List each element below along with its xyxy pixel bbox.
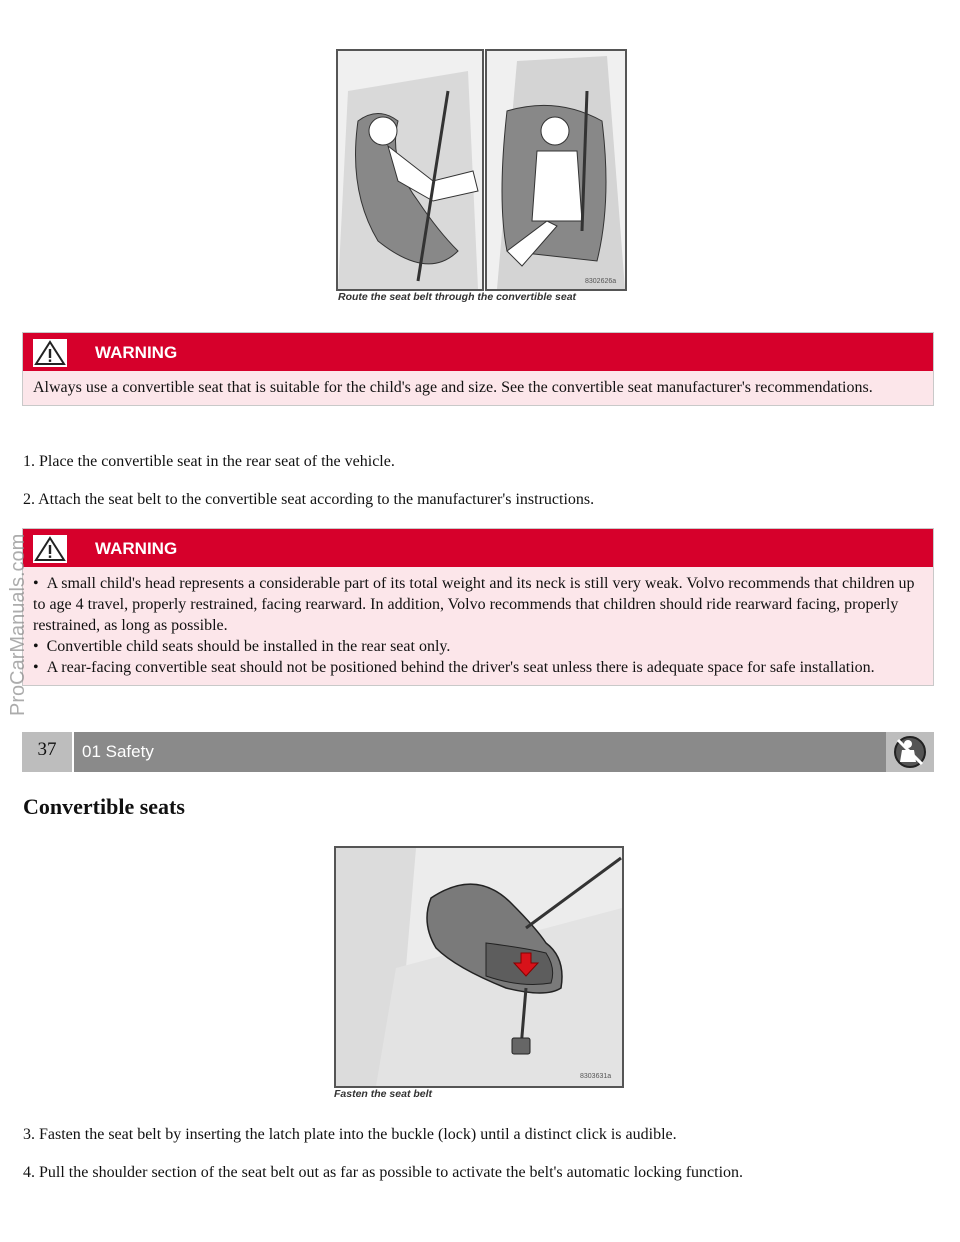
step-2: 2. Attach the seat belt to the convertible seat according to the manufacturer's instructions. bbox=[23, 491, 595, 508]
svg-text:ProCarManuals.com: ProCarManuals.com bbox=[7, 533, 29, 716]
figure-caption: Fasten the seat belt bbox=[334, 1088, 433, 1100]
warning-title: WARNING bbox=[95, 539, 178, 558]
section-bar bbox=[22, 732, 934, 772]
warning-bullets bbox=[23, 567, 933, 685]
warning-triangle-icon bbox=[33, 535, 67, 563]
warning-box bbox=[22, 332, 934, 406]
figure-code: 8302626a bbox=[585, 278, 617, 285]
figure-caption: Route the seat belt through the convertible seat bbox=[338, 291, 577, 303]
watermark bbox=[0, 520, 36, 720]
warning-bullet: • Convertible child seats should be installed in the rear seat only. bbox=[33, 638, 451, 655]
section-title: 01 Safety bbox=[74, 732, 886, 772]
warning-text: Always use a convertible seat that is suitable for the child's age and size. See the convertible seat manufacturer's recommendations. bbox=[33, 379, 873, 396]
page-heading: Convertible seats bbox=[23, 794, 185, 819]
figure-image-forward-facing bbox=[485, 49, 627, 291]
page-number: 37 bbox=[22, 732, 72, 772]
warning-header bbox=[23, 529, 933, 567]
step-4: 4. Pull the shoulder section of the seat belt out as far as possible to activate the belt's automatic locking function. bbox=[23, 1164, 744, 1181]
figure-image-rear-facing bbox=[336, 49, 484, 291]
step-1: 1. Place the convertible seat in the rear seat of the vehicle. bbox=[23, 453, 395, 470]
no-smoking-seat-icon bbox=[886, 732, 934, 772]
warning-title: WARNING bbox=[95, 343, 178, 362]
warning-triangle-icon bbox=[33, 339, 67, 367]
figure-code: 8303631a bbox=[580, 1073, 612, 1080]
step-3: 3. Fasten the seat belt by inserting the latch plate into the buckle (lock) until a distinct click is audible. bbox=[23, 1126, 677, 1143]
warning-header bbox=[23, 333, 933, 371]
figure-image-buckle bbox=[334, 846, 624, 1088]
warning-bullet: • A small child's head represents a considerable part of its total weight and its neck is still very weak. Volvo recommends that children up to age 4 travel, properly restrained, facing rearward. In addition, Volvo recommends that children should ride rearward facing, properly restrained, as long as possible. bbox=[33, 575, 915, 634]
warning-box bbox=[22, 528, 934, 686]
warning-bullet: • A rear-facing convertible seat should not be positioned behind the driver's seat unless there is adequate space for safe installation. bbox=[33, 659, 875, 676]
